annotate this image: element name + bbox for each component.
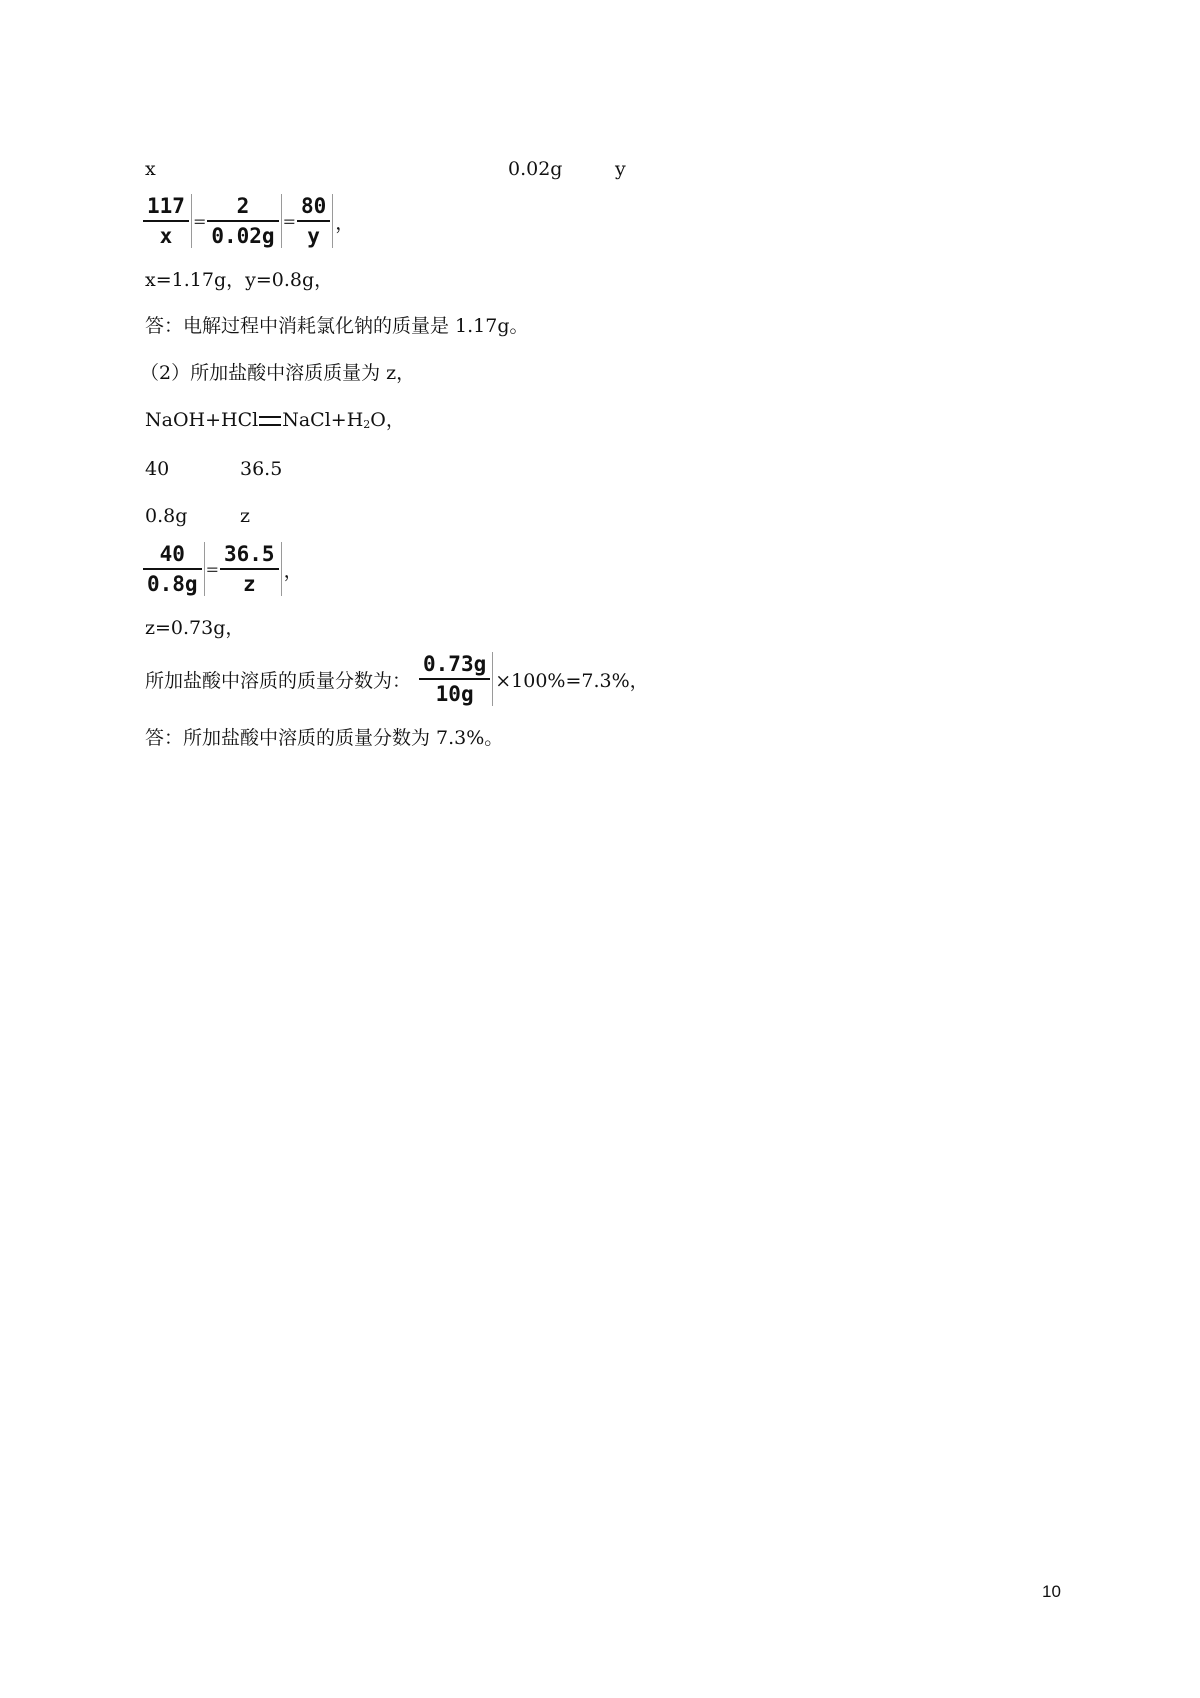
fraction-36-5-over-z <box>220 542 282 596</box>
var-mass: 0.02g <box>508 158 563 180</box>
reaction-left: NaOH+HCl <box>145 409 259 431</box>
fraction-numerator: 40 <box>159 542 185 566</box>
double-equals-sign <box>259 416 281 426</box>
proportion-equation-2 <box>143 542 303 596</box>
fraction-denominator: 10g <box>435 682 474 706</box>
fraction-denominator: 0.8g <box>147 572 198 596</box>
fraction-80-over-y <box>297 194 333 248</box>
mass-fraction-suffix: ×100%=7.3%， <box>495 669 649 692</box>
mass-naoh: 0.8g <box>145 505 188 527</box>
molar-mass-hcl: 36.5 <box>240 458 283 480</box>
trailing-comma: ， <box>283 559 303 582</box>
fraction-numerator: 36.5 <box>223 542 275 566</box>
subscript-2: 2 <box>363 418 371 431</box>
fraction-denominator: x <box>159 224 173 248</box>
fraction-denominator: y <box>307 224 320 248</box>
fraction-numerator: 117 <box>147 194 185 218</box>
mass-fraction-prefix: 所加盐酸中溶质的质量分数为： <box>145 669 412 692</box>
equals-sign: = <box>205 559 219 579</box>
fraction-40-over-mass <box>143 542 205 596</box>
page-number: 10 <box>1042 1582 1061 1601</box>
fraction-numerator: 0.73g <box>423 652 487 676</box>
fraction-0-73g-over-10g <box>419 652 493 706</box>
trailing-comma: ， <box>335 211 355 234</box>
mass-fraction-line <box>145 652 649 706</box>
fraction-denominator: z <box>242 572 256 596</box>
proportion-equation-1 <box>143 194 354 248</box>
result-z: z=0.73g， <box>145 617 245 639</box>
answer-part-1: 答：电解过程中消耗氯化钠的质量是 1.17g。 <box>145 315 529 337</box>
molar-mass-naoh: 40 <box>145 458 170 480</box>
fraction-117-over-x <box>143 194 192 248</box>
fraction-denominator: 0.02g <box>211 224 275 248</box>
answer-part-2: 答：所加盐酸中溶质的质量分数为 7.3%。 <box>145 727 504 749</box>
fraction-numerator: 2 <box>236 194 250 218</box>
fraction-numerator: 80 <box>300 194 327 218</box>
fraction-2-over-mass <box>207 194 281 248</box>
var-y: y <box>615 158 626 180</box>
reaction-equation <box>145 408 405 437</box>
reaction-right: NaCl+H <box>282 409 364 431</box>
result-x-y: x=1.17g，y=0.8g， <box>145 269 334 291</box>
part-2-intro: （2）所加盐酸中溶质质量为 z， <box>140 362 416 384</box>
equals-sign: = <box>192 211 207 231</box>
var-x: x <box>145 158 156 180</box>
mass-z: z <box>240 505 251 527</box>
equals-sign: = <box>282 211 296 231</box>
reaction-end: O， <box>370 409 405 431</box>
